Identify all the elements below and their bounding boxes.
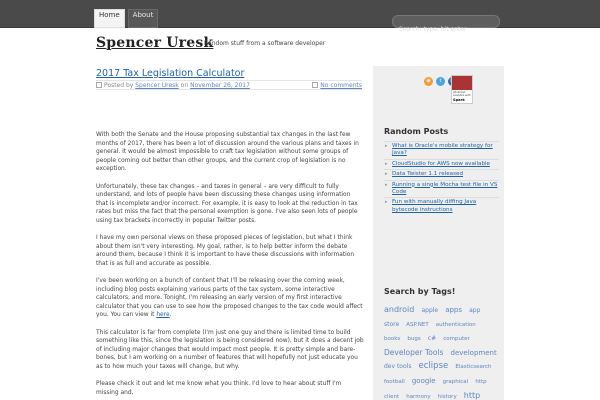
nav-about[interactable]: About [128,9,159,28]
book-cover-art [452,76,472,90]
tag-link[interactable]: computer [443,336,470,343]
twitter-icon[interactable]: t [436,77,445,86]
list-item [384,141,499,159]
search-box [392,15,500,28]
post-link[interactable]: What is Oracle's mobile strategy for Java? [392,143,493,157]
tag-link[interactable]: android [384,305,415,314]
list-item [384,159,499,169]
date-link[interactable]: November 26, 2017 [190,82,250,89]
book-cover-image[interactable] [451,75,473,104]
list-item [384,180,499,198]
list-item [384,197,499,215]
calendar-icon [96,82,102,88]
post-paragraph: I have my own personal views on these proposed pieces of legislation, but what I think about them isn't very interesting. My goal, rather, is to help better inform the debate around them, because I think it is important to have these discussions with information that is as full and accurate as possible. [96,235,355,267]
tag-link[interactable]: development [450,348,497,357]
search-input[interactable] [393,24,499,35]
post-link[interactable]: Data Twister 1.1 released [392,171,464,178]
post-paragraph [96,277,364,320]
post-paragraph: With both the Senate and the House proposing substantial tax changes in the last few months of 2017, there has been a lot of discussion around the various plans and taxes in general. It would be almost impossible to craft tax legislation without some groups of people coming out better than other groups, and the current crop of legislation is no exception. [96,132,359,173]
tag-link[interactable]: harmony [406,393,431,400]
tag-cloud [384,302,499,400]
p4-text: I've been working on a bunch of content that I'll be releasing over the coming week, including blog posts explaining various parts of the tax system, some interactive calculators, and more. Tonight, I'm releasing an early version of my first interactive calculator that you can use to see how the proposed changes to the tax code would affect you. You can view it [96,278,363,319]
post-paragraph: Unfortunately, these tax changes – and taxes in general – are very difficult to fully understand, and lots of people have been discussing these changes using information that is incomplete and/or incorrect. For example, it is easy to look at the reduction in tax rates but miss the fact that the personal exemption is gone. I've also seen lots of people using tax brackets incorrectly in popular Twitter posts. [96,183,358,224]
tag-link[interactable]: app store [384,307,481,328]
tag-link[interactable]: bugs [407,336,421,343]
top-navigation [94,9,158,28]
book-title-line2: Spark [453,98,465,102]
post-paragraph: This calculator is far from complete (I'm just one guy and there is limited time to build something like this, since the legislation is being considered now), but it does a decent job of including major changes that would impact most people. It is pretty simple and bare-bones, but I am working on a number of features that will hopefully not just educate you as to how much your taxes will change, but why. [96,329,364,371]
post-link[interactable]: Fun with manually diffing Java bytecode instructions [392,199,477,213]
tag-link[interactable]: c# [427,335,437,343]
post-meta [96,80,362,90]
nav-home[interactable]: Home [94,9,125,28]
rss-icon[interactable]: ◉ [424,77,433,86]
p4-end: . [169,312,172,319]
tag-link[interactable]: apps [445,306,463,314]
comment-icon [312,82,318,88]
post-link[interactable]: CloudStudio for AWS now available [392,160,490,167]
meta-on: on [180,82,189,89]
tag-link[interactable]: Elasticsearch [455,364,492,371]
tag-link[interactable]: google [411,376,436,385]
tag-link[interactable]: authentication [435,321,476,328]
random-posts-list [384,141,499,215]
tag-link[interactable]: history [437,393,457,400]
tag-link[interactable]: books [384,336,401,343]
comments-wrap [312,82,362,89]
calculator-link[interactable]: here [156,312,170,319]
random-posts-title: Random Posts [384,127,449,136]
author-link[interactable]: Spencer Uresk [135,82,179,89]
top-bar [0,0,600,28]
tag-link[interactable]: Developer Tools [384,347,444,357]
site-tagline: Random stuff from a software developer [204,40,326,47]
post-link[interactable]: Running a single Mocha test file in VS Code [392,181,498,196]
tag-link[interactable]: football [384,378,405,385]
tag-link[interactable]: dev tools [384,363,412,371]
list-item [384,169,499,179]
tag-link[interactable]: graphical [442,378,469,385]
book-title-line1: Advanced Analytics with [453,91,471,97]
post-paragraph: Please check it out and let me know what you think. I'd love to hear about stuff I'm missing and, [96,381,342,396]
site-title[interactable]: Spencer Uresk [96,35,214,51]
sidebar [373,66,504,400]
tag-link[interactable]: http client [384,378,487,400]
meta-prefix: Posted by [104,82,134,89]
tag-link[interactable]: ASP.NET [406,321,429,328]
tags-title: Search by Tags! [384,287,456,296]
post-title[interactable]: 2017 Tax Legislation Calculator [96,68,245,79]
comments-link[interactable]: No comments [320,82,362,89]
tag-link[interactable]: eclipse [418,361,449,372]
tag-link[interactable]: http [463,390,481,400]
tag-link[interactable]: apple [421,307,439,314]
post-body [96,131,364,400]
